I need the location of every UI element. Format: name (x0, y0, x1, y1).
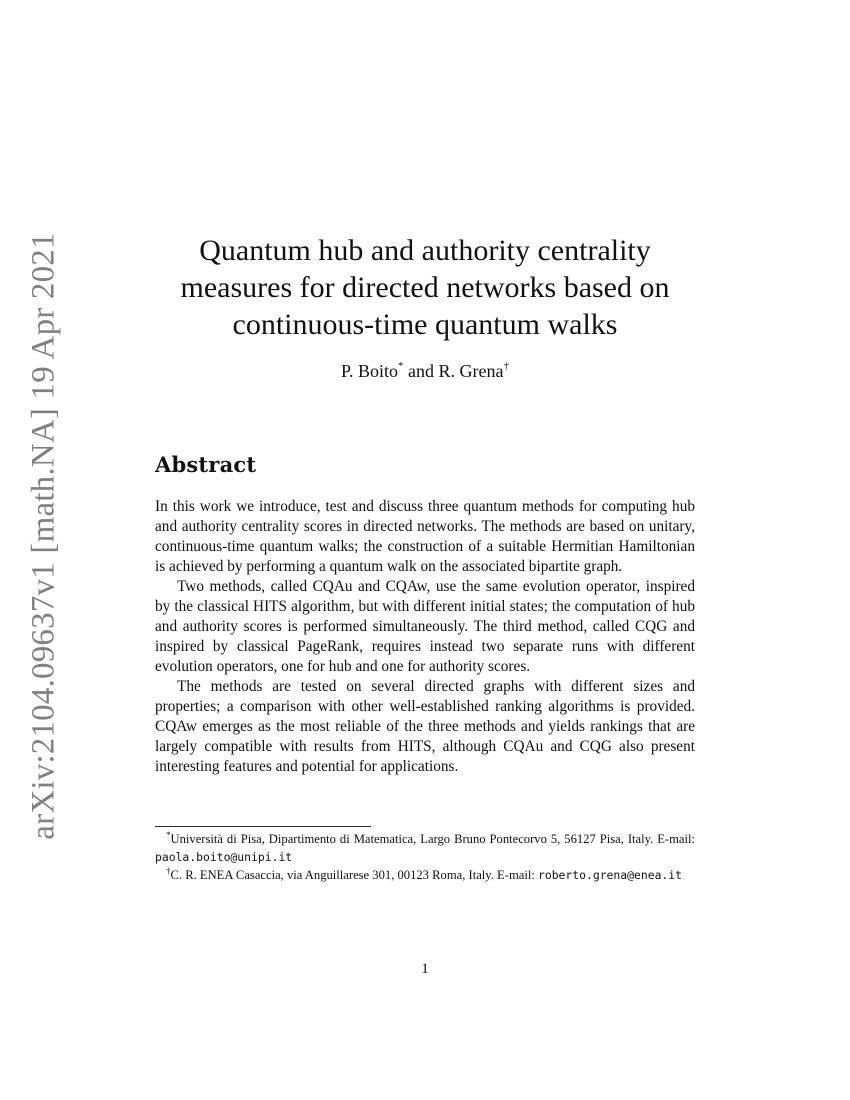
footnote-mark: * (166, 830, 171, 840)
footnote-grena (155, 866, 695, 884)
abstract-heading: Abstract (155, 452, 257, 477)
title-line-2: measures for directed networks based on (180, 271, 670, 304)
footnote-mark-boito: * (398, 360, 404, 372)
author-grena: R. Grena (438, 361, 504, 381)
abstract-paragraph: In this work we introduce, test and discuss three quantum methods for computing hub and authority centrality scores in directed networks. The methods are based on unitary, continuous-time quantum walks; the construction of a suitable Hermitian Hamiltonian is achieved by performing a quantum walk on the associated bipartite graph. (155, 498, 695, 575)
page-number: 1 (421, 961, 429, 977)
email-link-boito[interactable]: paola.boito@unipi.it (155, 850, 293, 864)
footnote-divider (155, 826, 371, 827)
abstract-body (155, 497, 695, 777)
paper-title (155, 232, 695, 343)
abstract-paragraph: Two methods, called CQAu and CQAw, use the same evolution operator, inspired by the classical HITS algorithm, but with different initial states; the computation of hub and authority scores is performed simultaneously. The third method, called CQG and inspired by classical PageRank, requires instead two separate runs with different evolution operators, one for hub and one for authority scores. (155, 578, 695, 675)
footnote-boito (155, 830, 695, 866)
footnotes (155, 830, 695, 884)
footnote-text: C. R. ENEA Casaccia, via Anguillarese 301, 00123 Roma, Italy. E-mail: (170, 868, 538, 882)
title-line-3: continuous-time quantum walks (232, 308, 618, 341)
author-list (155, 360, 695, 382)
author-connector: and (403, 361, 439, 381)
abstract-paragraph: The methods are tested on several directed graphs with different sizes and properties; a comparison with other well-established ranking algorithms is provided. CQAw emerges as the most reliable of the three methods and yields rankings that are largely compatible with results from HITS, although CQAu and CQG also present interesting features and potential for applications. (155, 678, 695, 775)
title-line-1: Quantum hub and authority centrality (199, 234, 651, 267)
author-boito: P. Boito (340, 361, 399, 381)
footnote-mark: † (166, 866, 171, 876)
footnote-mark-grena: † (503, 360, 509, 372)
footnote-text: Università di Pisa, Dipartimento di Matematica, Largo Bruno Pontecorvo 5, 56127 Pisa, Italy. E-mail: (170, 832, 695, 846)
email-link-grena[interactable]: roberto.grena@enea.it (537, 868, 682, 882)
arxiv-identifier-stamp: arXiv:2104.09637v1 [math.NA] 19 Apr 2021 (25, 232, 62, 840)
